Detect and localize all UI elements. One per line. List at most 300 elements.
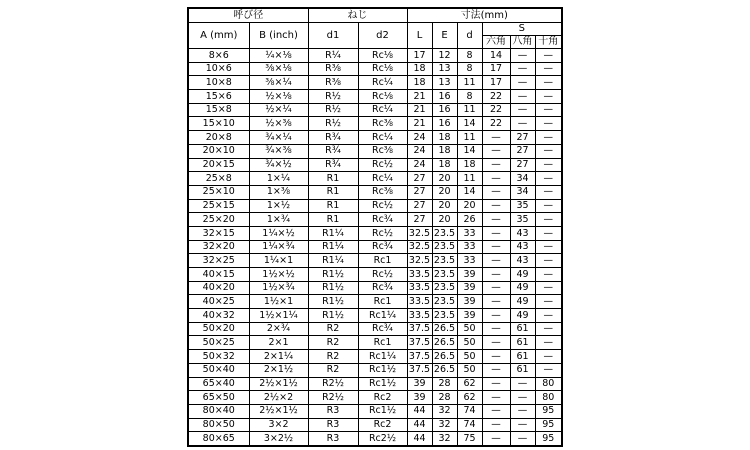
table-cell: ¼×⅛ xyxy=(249,49,308,63)
table-row xyxy=(188,309,562,323)
table-cell: 11 xyxy=(457,172,482,186)
table-cell: 3×2½ xyxy=(249,432,308,446)
table-cell: 10×6 xyxy=(188,62,249,76)
table-cell: 32 xyxy=(432,404,457,418)
table-cell: — xyxy=(535,254,562,268)
table-cell: 1¼×½ xyxy=(249,226,308,240)
table-cell: — xyxy=(535,131,562,145)
table-row xyxy=(188,103,562,117)
table-cell: 33.5 xyxy=(408,282,431,294)
table-cell: — xyxy=(482,240,510,254)
table-row xyxy=(188,117,562,131)
table-cell: — xyxy=(482,363,510,377)
table-cell: 39 xyxy=(457,309,482,323)
header-dimensions: 寸法(mm) xyxy=(407,8,562,23)
table-cell: — xyxy=(482,144,510,158)
table-cell: Rc1½ xyxy=(358,363,407,377)
header-col-s: S xyxy=(482,23,562,36)
table-cell: 35 xyxy=(510,199,535,213)
table-cell: 24 xyxy=(407,131,432,145)
header-col-d1: d1 xyxy=(308,23,358,49)
table-row xyxy=(188,185,562,199)
header-column-row xyxy=(188,23,562,36)
table-cell: — xyxy=(535,350,562,364)
table-cell: R1½ xyxy=(308,281,358,295)
table-cell: 80 xyxy=(535,391,562,405)
table-cell: — xyxy=(482,281,510,295)
table-cell: R1¼ xyxy=(308,240,358,254)
table-cell: 26.5 xyxy=(433,323,456,335)
table-cell: 49 xyxy=(510,268,535,282)
table-cell: 10×8 xyxy=(188,76,249,90)
table-cell: 25×10 xyxy=(188,185,249,199)
table-cell: 65×50 xyxy=(188,391,249,405)
table-cell: 20×15 xyxy=(188,158,249,172)
table-cell: R1¼ xyxy=(308,226,358,240)
table-cell: 3×2 xyxy=(249,418,308,432)
table-cell: Rc¾ xyxy=(358,240,407,254)
header-col-octagon: 八角 xyxy=(510,36,535,49)
table-cell: 20 xyxy=(457,199,482,213)
table-row xyxy=(188,49,562,63)
table-cell: R1 xyxy=(308,172,358,186)
table-cell: — xyxy=(535,199,562,213)
table-cell: — xyxy=(535,49,562,63)
table-cell: — xyxy=(510,90,535,104)
table-cell: — xyxy=(535,62,562,76)
table-cell: ¾×⅜ xyxy=(249,144,308,158)
table-cell: 27 xyxy=(510,158,535,172)
table-cell: ⅜×⅛ xyxy=(249,62,308,76)
table-cell: 22 xyxy=(482,90,510,104)
table-cell: 39 xyxy=(407,377,432,391)
table-cell: 14 xyxy=(457,117,482,131)
table-cell: 50 xyxy=(457,322,482,336)
table-cell: 24 xyxy=(407,158,432,172)
table-cell: 62 xyxy=(457,377,482,391)
table-cell: 44 xyxy=(407,432,432,446)
table-cell: — xyxy=(535,103,562,117)
table-cell: — xyxy=(535,185,562,199)
table-cell: 23.5 xyxy=(433,254,456,266)
table-cell: 23.5 xyxy=(433,309,456,321)
table-cell: 18 xyxy=(432,158,457,172)
table-cell: 44 xyxy=(407,418,432,432)
table-cell: 33 xyxy=(457,254,482,268)
table-cell: R1 xyxy=(308,185,358,199)
table-cell: R1½ xyxy=(308,295,358,309)
table-cell: 74 xyxy=(457,404,482,418)
table-cell: Rc⅛ xyxy=(358,62,407,76)
table-cell: 37.5 xyxy=(408,337,431,349)
table-cell: 22 xyxy=(482,103,510,117)
table-cell: — xyxy=(482,131,510,145)
table-cell: Rc1 xyxy=(358,295,407,309)
table-cell: — xyxy=(482,185,510,199)
table-cell: 61 xyxy=(510,322,535,336)
table-cell: 27 xyxy=(510,144,535,158)
table-cell: 8 xyxy=(457,49,482,63)
table-cell: Rc1½ xyxy=(358,404,407,418)
table-cell: 74 xyxy=(457,418,482,432)
table-cell: Rc2 xyxy=(358,391,407,405)
table-cell: Rc½ xyxy=(358,199,407,213)
table-cell: R½ xyxy=(308,117,358,131)
table-cell: 32.5 xyxy=(408,227,431,239)
table-cell: — xyxy=(535,268,562,282)
table-cell: — xyxy=(535,226,562,240)
header-nominal-diameter: 呼び径 xyxy=(188,8,308,23)
table-cell: — xyxy=(510,418,535,432)
table-cell: — xyxy=(510,62,535,76)
table-cell: 21 xyxy=(407,90,432,104)
table-cell: 25×8 xyxy=(188,172,249,186)
table-cell: 25×20 xyxy=(188,213,249,227)
table-cell: Rc1½ xyxy=(358,377,407,391)
table-cell: R3 xyxy=(308,404,358,418)
table-cell: — xyxy=(510,377,535,391)
header-col-hexagon: 六角 xyxy=(482,36,510,49)
table-cell: 2×1½ xyxy=(249,363,308,377)
table-cell: R2½ xyxy=(308,377,358,391)
table-row xyxy=(188,350,562,364)
table-cell: 24 xyxy=(407,144,432,158)
table-row xyxy=(188,322,562,336)
table-cell: ⅜×¼ xyxy=(249,76,308,90)
table-cell: 27 xyxy=(407,199,432,213)
table-cell: 22 xyxy=(482,117,510,131)
table-cell: 17 xyxy=(407,49,432,63)
table-cell: 17 xyxy=(482,76,510,90)
table-cell: 17 xyxy=(482,62,510,76)
table-cell: Rc1 xyxy=(358,336,407,350)
table-cell: R½ xyxy=(308,90,358,104)
table-cell: — xyxy=(535,117,562,131)
table-cell: 8 xyxy=(457,90,482,104)
table-cell: 15×8 xyxy=(188,103,249,117)
table-cell: Rc⅜ xyxy=(358,144,407,158)
table-cell: — xyxy=(535,172,562,186)
header-col-a-mm: A (mm) xyxy=(188,23,249,49)
table-cell: 1½×¾ xyxy=(249,281,308,295)
table-cell: 34 xyxy=(510,172,535,186)
table-cell: 50×20 xyxy=(188,322,249,336)
table-cell: Rc2½ xyxy=(358,432,407,446)
table-cell: 20×8 xyxy=(188,131,249,145)
table-row xyxy=(188,418,562,432)
table-cell: Rc⅜ xyxy=(358,117,407,131)
table-cell: — xyxy=(535,144,562,158)
table-cell: 40×20 xyxy=(188,281,249,295)
table-row xyxy=(188,158,562,172)
table-cell: — xyxy=(510,49,535,63)
table-cell: Rc1¼ xyxy=(358,350,407,364)
table-cell: 33.5 xyxy=(408,309,431,321)
table-cell: — xyxy=(482,432,510,446)
table-cell: R2 xyxy=(308,336,358,350)
table-cell: 34 xyxy=(510,185,535,199)
table-cell: 8 xyxy=(457,62,482,76)
table-cell: — xyxy=(482,226,510,240)
table-cell: R3 xyxy=(308,432,358,446)
table-cell: 18 xyxy=(457,158,482,172)
table-cell: — xyxy=(482,158,510,172)
table-cell: 18 xyxy=(407,62,432,76)
table-cell: — xyxy=(482,404,510,418)
table-cell: 1¼×1 xyxy=(249,254,308,268)
header-col-d: d xyxy=(457,23,482,49)
table-cell: Rc½ xyxy=(358,226,407,240)
table-cell: 43 xyxy=(510,226,535,240)
table-row xyxy=(188,144,562,158)
table-cell: 2½×2 xyxy=(249,391,308,405)
header-col-b-inch: B (inch) xyxy=(249,23,308,49)
table-row xyxy=(188,377,562,391)
table-cell: 61 xyxy=(510,336,535,350)
table-cell: 8×6 xyxy=(188,49,249,63)
table-cell: 23.5 xyxy=(433,268,456,280)
table-cell: 12 xyxy=(432,49,457,63)
table-cell: 95 xyxy=(535,418,562,432)
table-row xyxy=(188,226,562,240)
table-cell: 27 xyxy=(407,213,432,227)
table-cell: ¾×¼ xyxy=(249,131,308,145)
table-cell: 2×1¼ xyxy=(249,350,308,364)
table-cell: 28 xyxy=(432,391,457,405)
table-cell: 1×½ xyxy=(249,199,308,213)
table-cell: 50 xyxy=(457,350,482,364)
table-cell: 32.5 xyxy=(408,254,431,266)
table-cell: R1½ xyxy=(308,268,358,282)
table-row xyxy=(188,404,562,418)
table-cell: 40×25 xyxy=(188,295,249,309)
table-cell: — xyxy=(510,432,535,446)
table-cell: 32×15 xyxy=(188,226,249,240)
table-cell: 80×40 xyxy=(188,404,249,418)
table-cell: 11 xyxy=(457,131,482,145)
table-cell: Rc¾ xyxy=(358,213,407,227)
table-cell: Rc⅛ xyxy=(358,49,407,63)
table-header xyxy=(188,8,562,49)
table-cell: — xyxy=(535,158,562,172)
table-cell: 32 xyxy=(432,432,457,446)
table-cell: 49 xyxy=(510,309,535,323)
table-cell: R1 xyxy=(308,199,358,213)
table-cell: — xyxy=(535,309,562,323)
table-cell: — xyxy=(510,117,535,131)
table-cell: 33.5 xyxy=(408,268,431,280)
table-cell: — xyxy=(535,281,562,295)
table-cell: 16 xyxy=(432,103,457,117)
table-row xyxy=(188,295,562,309)
table-cell: 1½×1 xyxy=(249,295,308,309)
table-cell: Rc¼ xyxy=(358,172,407,186)
table-cell: R3 xyxy=(308,418,358,432)
table-cell: 49 xyxy=(510,295,535,309)
table-row xyxy=(188,432,562,446)
table-cell: ¾×½ xyxy=(249,158,308,172)
table-row xyxy=(188,240,562,254)
table-cell: — xyxy=(535,213,562,227)
table-row xyxy=(188,90,562,104)
table-cell: 33.5 xyxy=(408,295,431,307)
table-cell: 20×10 xyxy=(188,144,249,158)
table-cell: R2 xyxy=(308,363,358,377)
table-cell: 80×65 xyxy=(188,432,249,446)
table-cell: 39 xyxy=(407,391,432,405)
table-cell: 2½×1½ xyxy=(249,404,308,418)
table-cell: Rc¼ xyxy=(358,131,407,145)
table-cell: — xyxy=(535,363,562,377)
table-cell: 25×15 xyxy=(188,199,249,213)
table-cell: — xyxy=(535,336,562,350)
table-cell: R¾ xyxy=(308,131,358,145)
table-cell: 1×¼ xyxy=(249,172,308,186)
table-cell: 13 xyxy=(432,62,457,76)
table-cell: 32×25 xyxy=(188,254,249,268)
table-cell: 27 xyxy=(510,131,535,145)
table-cell: 37.5 xyxy=(408,323,431,335)
table-cell: 11 xyxy=(457,103,482,117)
table-cell: 26.5 xyxy=(433,350,456,362)
table-cell: — xyxy=(482,199,510,213)
table-row xyxy=(188,76,562,90)
table-cell: R½ xyxy=(308,103,358,117)
table-cell: R¼ xyxy=(308,49,358,63)
table-row xyxy=(188,131,562,145)
table-cell: 80×50 xyxy=(188,418,249,432)
table-cell: — xyxy=(535,240,562,254)
table-cell: 35 xyxy=(510,213,535,227)
table-cell: 20 xyxy=(432,172,457,186)
table-cell: 16 xyxy=(432,117,457,131)
table-cell: Rc¾ xyxy=(358,322,407,336)
table-cell: 27 xyxy=(407,172,432,186)
table-cell: — xyxy=(482,268,510,282)
table-cell: 2½×1½ xyxy=(249,377,308,391)
table-cell: — xyxy=(482,254,510,268)
table-cell: 37.5 xyxy=(408,350,431,362)
table-cell: Rc¼ xyxy=(358,76,407,90)
table-cell: 75 xyxy=(457,432,482,446)
table-cell: 26 xyxy=(457,213,482,227)
table-cell: — xyxy=(510,391,535,405)
table-cell: 44 xyxy=(407,404,432,418)
table-cell: Rc¼ xyxy=(358,103,407,117)
table-cell: 62 xyxy=(457,391,482,405)
table-cell: 50×32 xyxy=(188,350,249,364)
header-col-d2: d2 xyxy=(358,23,407,49)
table-cell: — xyxy=(510,103,535,117)
table-row xyxy=(188,281,562,295)
table-cell: 11 xyxy=(457,76,482,90)
table-cell: 20 xyxy=(432,185,457,199)
table-cell: ½×⅛ xyxy=(249,90,308,104)
table-cell: R1 xyxy=(308,213,358,227)
table-cell: ½×¼ xyxy=(249,103,308,117)
table-cell: ½×⅜ xyxy=(249,117,308,131)
table-row xyxy=(188,336,562,350)
table-row xyxy=(188,199,562,213)
table-cell: 1½×½ xyxy=(249,268,308,282)
table-cell: 21 xyxy=(407,103,432,117)
table-cell: — xyxy=(535,90,562,104)
table-cell: R1½ xyxy=(308,309,358,323)
table-cell: — xyxy=(510,76,535,90)
table-cell: — xyxy=(482,350,510,364)
dimension-spec-table xyxy=(187,7,563,447)
table-cell: Rc¾ xyxy=(358,281,407,295)
table-body xyxy=(188,49,562,446)
table-cell: — xyxy=(482,172,510,186)
table-cell: 26.5 xyxy=(433,337,456,349)
table-cell: 13 xyxy=(432,76,457,90)
table-cell: — xyxy=(535,322,562,336)
table-cell: 32 xyxy=(432,418,457,432)
table-cell: 1¼×¾ xyxy=(249,240,308,254)
header-thread: ねじ xyxy=(308,8,407,23)
table-cell: R⅜ xyxy=(308,76,358,90)
table-cell: 1½×1¼ xyxy=(249,309,308,323)
table-cell: 23.5 xyxy=(433,295,456,307)
header-col-decagon: 十角 xyxy=(535,36,562,49)
table-cell: — xyxy=(482,418,510,432)
table-row xyxy=(188,363,562,377)
table-cell: 40×15 xyxy=(188,268,249,282)
table-cell: 32×20 xyxy=(188,240,249,254)
table-cell: — xyxy=(535,295,562,309)
table-cell: — xyxy=(482,391,510,405)
table-cell: 18 xyxy=(407,76,432,90)
table-row xyxy=(188,213,562,227)
table-cell: 50 xyxy=(457,336,482,350)
table-cell: Rc½ xyxy=(358,158,407,172)
table-row xyxy=(188,254,562,268)
table-cell: 14 xyxy=(482,49,510,63)
table-cell: Rc2 xyxy=(358,418,407,432)
table-cell: 49 xyxy=(510,281,535,295)
table-cell: 39 xyxy=(457,295,482,309)
table-cell: 33 xyxy=(457,240,482,254)
table-cell: R2½ xyxy=(308,391,358,405)
table-cell: 14 xyxy=(457,185,482,199)
header-group-row xyxy=(188,8,562,23)
table-cell: R¾ xyxy=(308,158,358,172)
table-cell: 1×¾ xyxy=(249,213,308,227)
table-cell: Rc⅛ xyxy=(358,90,407,104)
table-cell: R1¼ xyxy=(308,254,358,268)
table-cell: 23.5 xyxy=(433,227,456,239)
table-cell: — xyxy=(535,76,562,90)
table-cell: — xyxy=(482,309,510,323)
table-cell: 95 xyxy=(535,432,562,446)
table-row xyxy=(188,172,562,186)
table-cell: R⅜ xyxy=(308,62,358,76)
table-row xyxy=(188,391,562,405)
table-cell: 15×10 xyxy=(188,117,249,131)
table-cell: 21 xyxy=(407,117,432,131)
table-cell: 39 xyxy=(457,281,482,295)
table-cell: — xyxy=(482,336,510,350)
table-cell: R¾ xyxy=(308,144,358,158)
table-cell: R2 xyxy=(308,350,358,364)
table-cell: — xyxy=(482,213,510,227)
table-cell: 39 xyxy=(457,268,482,282)
table-cell: 33 xyxy=(457,226,482,240)
table-cell: 18 xyxy=(432,144,457,158)
table-cell: 2×1 xyxy=(249,336,308,350)
table-cell: — xyxy=(482,322,510,336)
